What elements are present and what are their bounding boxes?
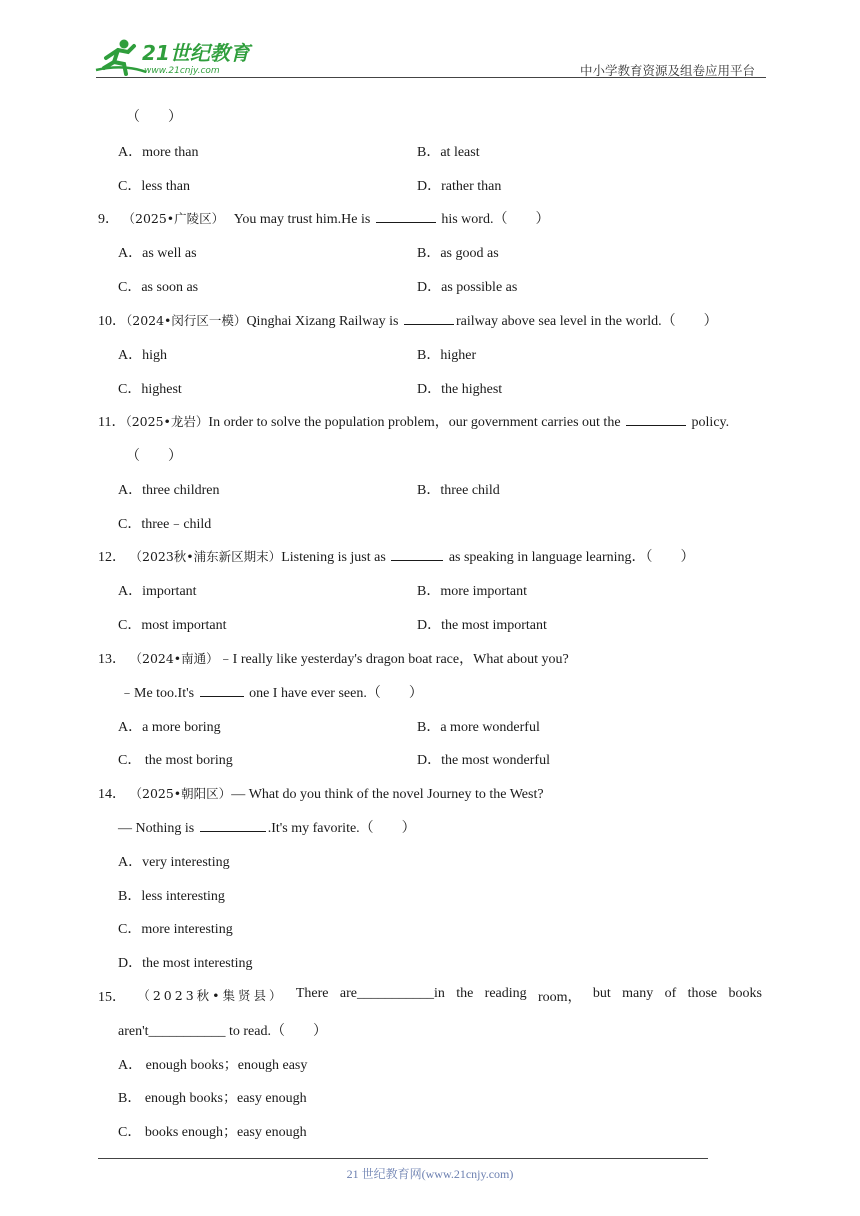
q11-source: （2025•龙岩）	[125, 414, 209, 429]
q15-word: are___________in	[339, 986, 445, 1001]
q15-number: 15．	[98, 990, 126, 1005]
q8-option-a[interactable]: A．more than	[118, 145, 199, 160]
q8-option-c[interactable]: C．less than	[118, 179, 190, 194]
q11-option-a[interactable]: A．three children	[118, 483, 220, 498]
q10-number: 10．	[98, 314, 126, 329]
q14-blank[interactable]	[200, 830, 266, 832]
q13-line2-before: ﹣Me too.It's	[120, 686, 195, 701]
q13-source: （2024•南通）	[129, 651, 219, 666]
q14-option-d[interactable]: D．the most interesting	[118, 956, 253, 971]
site-logo	[94, 36, 264, 78]
q12-stem	[98, 546, 695, 566]
q15-source: （2023秋•集贤县）	[137, 988, 285, 1003]
q13-option-b[interactable]: B．a more wonderful	[417, 720, 540, 735]
q11-stem	[98, 411, 729, 431]
logo-text: 21世纪教育	[142, 41, 250, 65]
q15-option-b[interactable]: B． enough books；easy enough	[118, 1091, 307, 1106]
q15-word: books	[728, 986, 762, 1001]
q13-option-a[interactable]: A．a more boring	[118, 720, 221, 735]
q9-source: （2025•广陵区）	[122, 211, 225, 226]
q11-number: 11．	[98, 415, 126, 430]
q9-stem	[98, 208, 549, 228]
q10-source: （2024•闵行区一模）	[126, 313, 247, 328]
q14-option-c[interactable]: C．more interesting	[118, 922, 233, 937]
runner-logo-icon	[94, 36, 264, 78]
q12-text-before: Listening is just as	[281, 550, 386, 565]
q11-option-b[interactable]: B．three child	[417, 483, 500, 498]
platform-name: 中小学教育资源及组卷应用平台	[579, 63, 755, 78]
q8-paren: （ ）	[126, 110, 182, 125]
footer-text[interactable]: 21 世纪教育网(www.21cnjy.com)	[346, 1167, 514, 1181]
q14-source: （2025•朝阳区）	[129, 786, 232, 801]
q13-line1: ﹣I really like yesterday's dragon boat race，What about you?	[218, 652, 569, 667]
q15-line2: aren't___________ to read.（ ）	[118, 1024, 327, 1039]
q15-word: reading	[484, 986, 527, 1001]
q10-text-after: railway above sea level in the world.（ ）	[455, 314, 718, 329]
q12-option-b[interactable]: B．more important	[417, 584, 528, 599]
q9-option-a[interactable]: A．as well as	[118, 246, 197, 261]
q10-option-b[interactable]: B．higher	[417, 348, 477, 363]
q9-option-b[interactable]: B．as good as	[417, 246, 499, 261]
q13-stem	[98, 648, 569, 668]
q14-line2-before: — Nothing is	[118, 821, 195, 836]
q11-option-c[interactable]: C．three﹣child	[118, 517, 212, 532]
q12-number: 12．	[98, 550, 126, 565]
q10-option-c[interactable]: C．highest	[118, 382, 182, 397]
q13-option-d[interactable]: D．the most wonderful	[417, 753, 550, 768]
q15-word: but	[592, 986, 611, 1001]
q14-stem	[98, 783, 544, 803]
q14-number: 14．	[98, 787, 126, 802]
q11-text-before: In order to solve the population problem，our government carries out the	[208, 415, 621, 430]
q9-option-c[interactable]: C．as soon as	[118, 280, 199, 295]
q12-option-a[interactable]: A．important	[118, 584, 197, 599]
q14-line2	[118, 817, 416, 837]
q9-blank[interactable]	[376, 221, 436, 223]
logo-url: www.21cnjy.com	[144, 66, 220, 76]
q10-text-before: Qinghai Xizang Railway is	[246, 314, 399, 329]
q11-blank[interactable]	[626, 424, 686, 426]
q12-blank[interactable]	[391, 559, 443, 561]
q11-text-after: policy.	[691, 415, 730, 430]
q15-word: room，	[537, 990, 582, 1005]
q15-word: of	[664, 986, 677, 1001]
q15-word: many	[622, 986, 654, 1001]
q8-option-d[interactable]: D．rather than	[417, 179, 502, 194]
footer-divider	[98, 1158, 708, 1159]
q14-line1: — What do you think of the novel Journey to the West?	[231, 787, 544, 802]
q13-line2-after: one I have ever seen.（ ）	[249, 686, 423, 701]
header-divider	[96, 77, 766, 78]
q15-word: There	[295, 986, 329, 1001]
q10-option-d[interactable]: D．the highest	[417, 382, 503, 397]
q15-option-a[interactable]: A． enough books；enough easy	[118, 1058, 308, 1073]
q9-text-before: You may trust him.He is	[233, 212, 371, 227]
q12-option-d[interactable]: D．the most important	[417, 618, 547, 633]
q12-source: （2023秋•浦东新区期末）	[129, 549, 282, 564]
q14-option-a[interactable]: A．very interesting	[118, 855, 230, 870]
q9-text-after: his word.（ ）	[441, 212, 550, 227]
q13-blank[interactable]	[200, 695, 244, 697]
q13-line2	[120, 682, 423, 702]
q15-stem	[98, 986, 762, 1006]
q14-option-b[interactable]: B．less interesting	[118, 889, 225, 904]
q15-word: the	[456, 986, 474, 1001]
q10-stem	[98, 310, 718, 330]
q9-number: 9．	[98, 212, 119, 227]
q13-option-c[interactable]: C． the most boring	[118, 753, 233, 768]
q12-text-after: as speaking in language learning．（ ）	[448, 550, 695, 565]
q15-option-c[interactable]: C． books enough；easy enough	[118, 1125, 307, 1140]
q11-paren: （ ）	[126, 449, 182, 464]
q10-option-a[interactable]: A．high	[118, 348, 167, 363]
q8-option-b[interactable]: B．at least	[417, 145, 480, 160]
q14-line2-after: .It's my favorite.（ ）	[267, 821, 416, 836]
q13-number: 13．	[98, 652, 126, 667]
q9-option-d[interactable]: D．as possible as	[417, 280, 518, 295]
q10-blank[interactable]	[404, 323, 454, 325]
q12-option-c[interactable]: C．most important	[118, 618, 227, 633]
q15-word: those	[687, 986, 718, 1001]
